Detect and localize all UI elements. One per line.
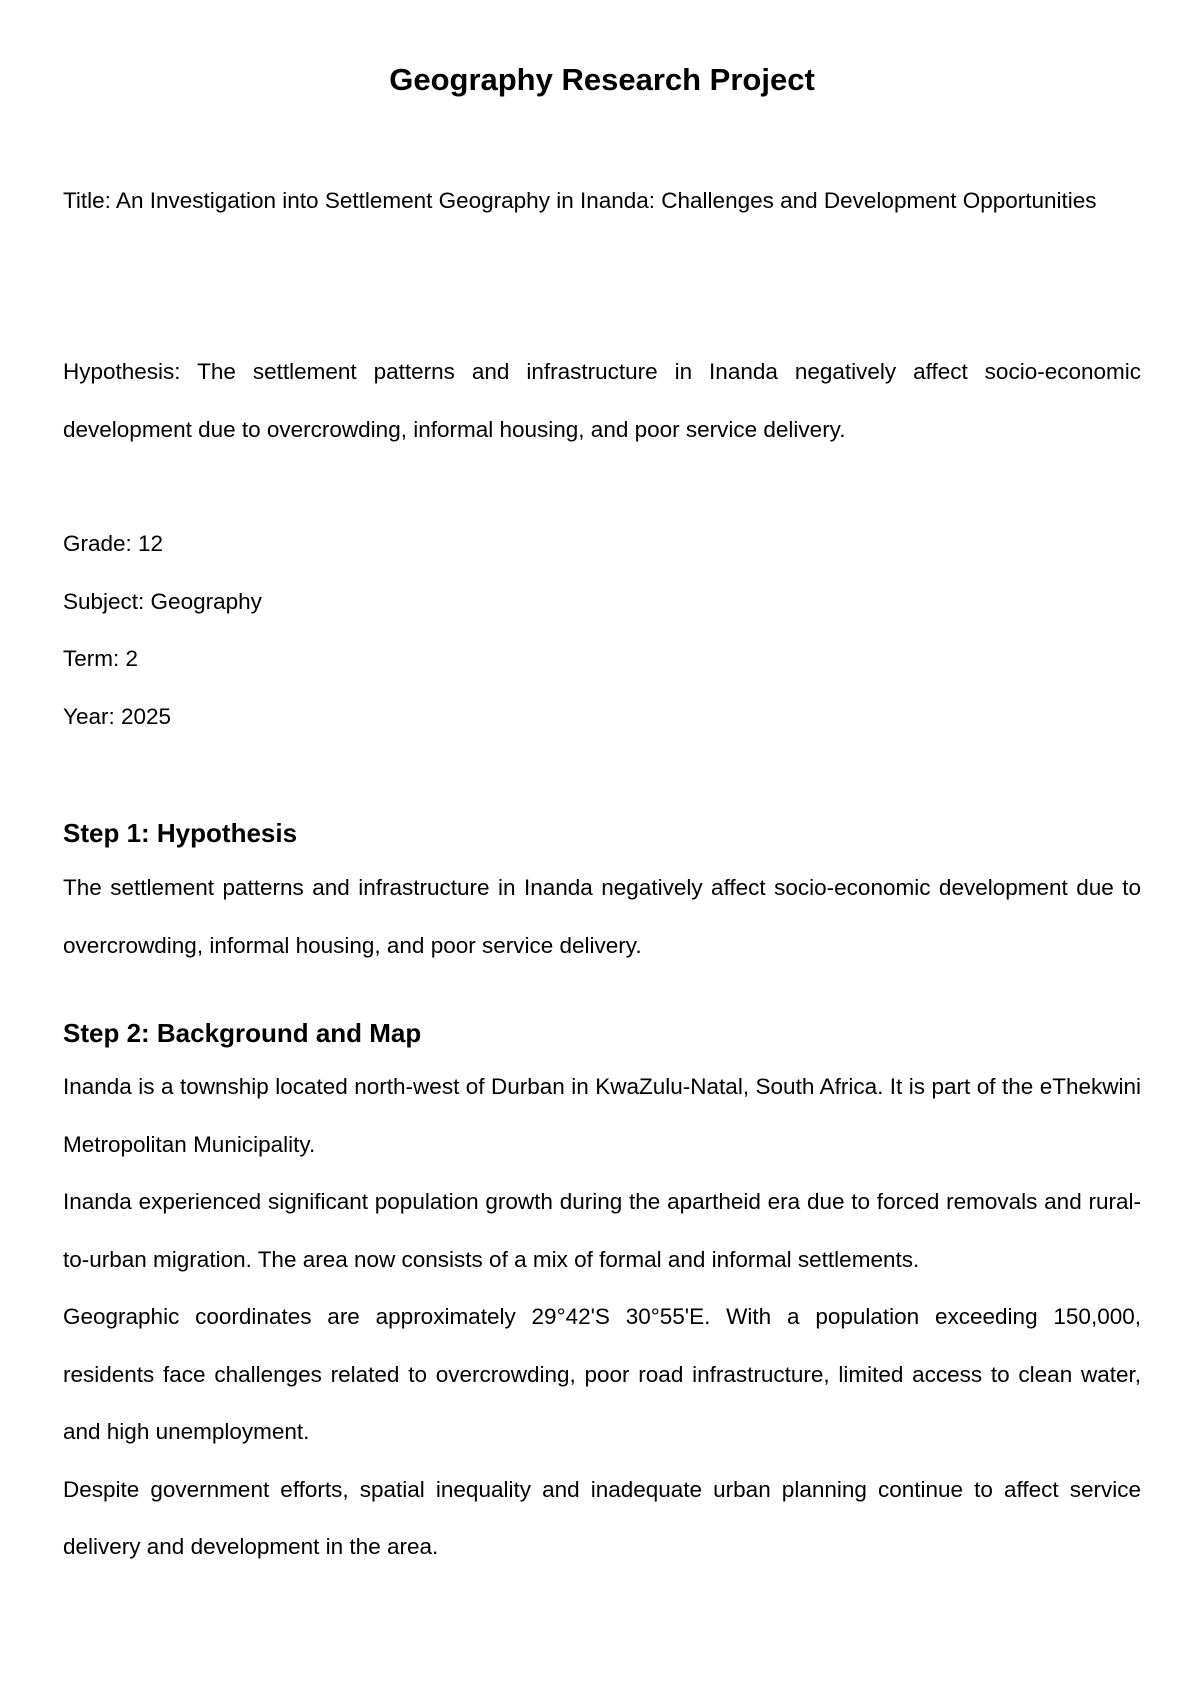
hypothesis-intro	[63, 343, 1141, 458]
step2-paragraph: Inanda is a township located north-west of Durban in KwaZulu-Natal, South Africa. It is part of the eThekwini Metropolitan Municipality.	[63, 1074, 1141, 1157]
subject-line: Subject: Geography	[63, 588, 262, 614]
project-title-text: Title: An Investigation into Settlement Geography in Inanda: Challenges and Development Opportunities	[63, 188, 1097, 213]
step1-body	[63, 859, 1141, 974]
step2-paragraph: Despite government efforts, spatial inequality and inadequate urban planning continue to affect service delivery and development in the area.	[63, 1476, 1141, 1559]
hypothesis-intro-text: Hypothesis: The settlement patterns and infrastructure in Inanda negatively affect socio-economic development due to overcrowding, informal housing, and poor service delivery.	[63, 359, 1141, 442]
document-title: Geography Research Project	[389, 62, 815, 97]
project-title	[63, 172, 1141, 230]
step1-text: The settlement patterns and infrastructure in Inanda negatively affect socio-economic development due to overcrowding, informal housing, and poor service delivery.	[63, 875, 1141, 958]
step2-body	[63, 1058, 1141, 1576]
project-details	[63, 515, 1141, 745]
step1-heading: Step 1: Hypothesis	[63, 818, 298, 848]
step2-paragraph: Geographic coordinates are approximately 29°42'S 30°55'E. With a population exceeding 150,000, residents face challenges related to overcrowding, poor road infrastructure, limited access to clean water, and high unemployment.	[63, 1304, 1141, 1444]
step2-paragraph: Inanda experienced significant population growth during the apartheid era due to forced removals and rural-to-urban migration. The area now consists of a mix of formal and informal settlements.	[63, 1189, 1141, 1272]
grade-line: Grade: 12	[63, 531, 164, 556]
step2-heading: Step 2: Background and Map	[63, 1018, 422, 1048]
term-line: Term: 2	[63, 646, 139, 671]
year-line: Year: 2025	[63, 703, 172, 729]
